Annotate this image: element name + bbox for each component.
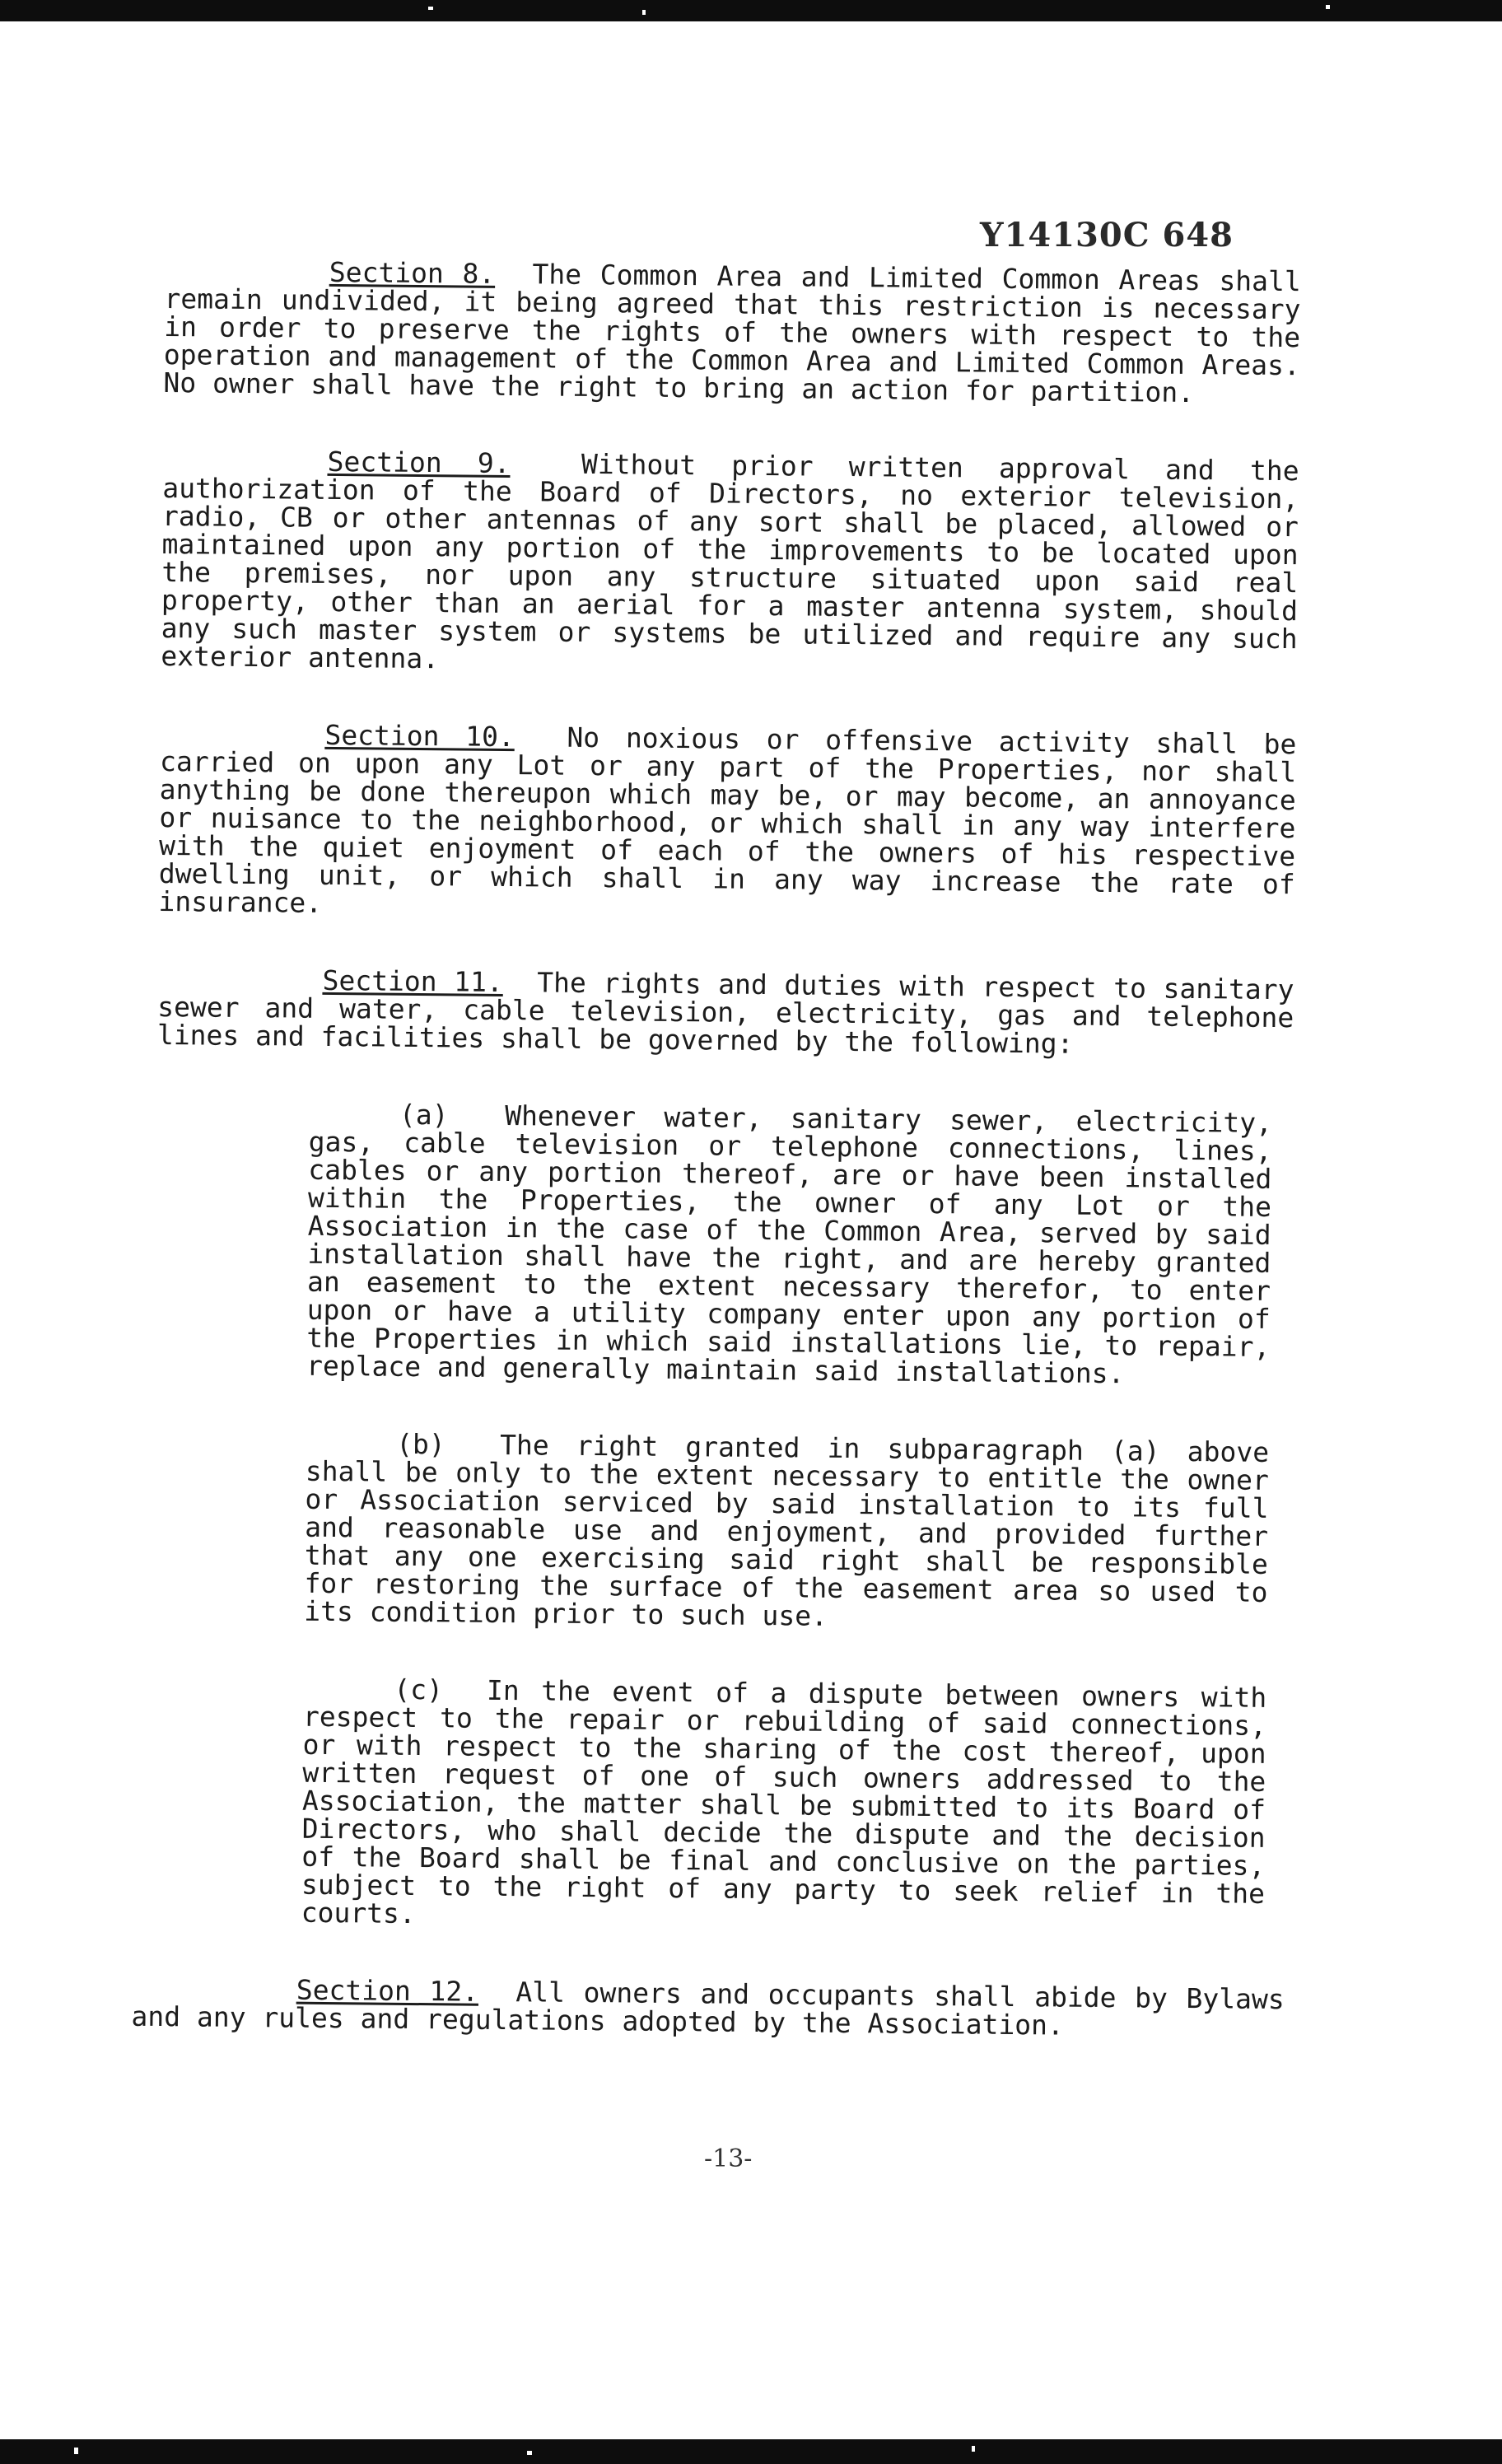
- section-11-text: The rights and duties with respect to sanitary sewer and water, cable television, electricity, gas and telephone lines and facilities shall be governed by the following:: [156, 966, 1294, 1060]
- section-12-text: All owners and occupants shall abide by Bylaws and any rules and regulations adopted by the Association.: [131, 1976, 1285, 2042]
- scan-edge-top: [0, 0, 1502, 21]
- subparagraph-b-label: (b): [395, 1427, 445, 1461]
- section-12-paragraph: [131, 1975, 1285, 2042]
- section-9-text: Without prior written approval and the authorization of the Board of Directors, no exterior television, radio, CB or other antennas of any sort shall be placed, allowed or maintained upon any portion of the improvements to be located upon the premises, nor upon any structure situated upon said real property, other than an aerial for a master antenna system, should any such master system or systems be utilized and require any such exterior antenna.: [161, 447, 1299, 675]
- subparagraph-c: [301, 1675, 1267, 1936]
- subparagraph-b-text: The right granted in subparagraph (a) above shall be only to the extent necessary to entitle the owner or Association serviced by said installation to its full and reasonable use and enjoyment, and provided further that any one exercising said right shall be responsible for restoring the surface of the easement area so used to its condition prior to such use.: [304, 1428, 1270, 1632]
- section-11-title: Section 11.: [322, 964, 504, 998]
- subparagraph-b: [304, 1427, 1270, 1635]
- section-9-paragraph: [161, 446, 1299, 681]
- section-10-title: Section 10.: [324, 718, 515, 754]
- section-12-title: Section 12.: [296, 1973, 479, 2008]
- document-body: [131, 255, 1301, 2091]
- subparagraph-c-label: (c): [394, 1673, 444, 1706]
- section-10-paragraph: [158, 720, 1296, 926]
- scan-edge-bottom: [0, 2439, 1502, 2464]
- scan-speck: [74, 2448, 78, 2454]
- page-reference-number: Y14130C 648: [980, 216, 1234, 254]
- scan-speck: [642, 10, 646, 15]
- section-11-paragraph: [157, 965, 1294, 1060]
- page-number: -13-: [704, 2144, 753, 2173]
- scan-speck: [1326, 5, 1330, 9]
- subparagraph-a: [306, 1100, 1272, 1389]
- section-8-text: The Common Area and Limited Common Areas shall remain undivided, it being agreed that this restriction is necessary in order to preserve the rights of the owners with respect to the operation and management of the Common Area and Limited Common Areas. No owner shall have the right to bring an action for partition.: [163, 258, 1301, 409]
- subparagraph-a-text: Whenever water, sanitary sewer, electricity, gas, cable television or telephone connections, lines, cables or any portion thereof, are or have been installed within the Properties, the owner of any Lot or the Association in the case of the Common Area, served by said installation shall have the right, and are hereby granted an easement to the extent necessary therefor, to enter upon or have a utility company enter upon any portion of the Properties in which said installations lie, to repair, replace and generally maintain said installations.: [306, 1099, 1273, 1390]
- scan-speck: [972, 2446, 975, 2452]
- section-10-text: No noxious or offensive activity shall be carried on upon any Lot or any part of the Properties, nor shall anything be done thereupon which may be, or may become, an annoyance or nuisance to the neighborhood, or which shall in any way interfere with the quiet enjoyment of each of the owners of his respective dwelling unit, or which shall in any way increase the rate of insurance.: [158, 721, 1297, 919]
- scan-speck: [428, 7, 433, 10]
- subparagraph-c-text: In the event of a dispute between owners with respect to the repair or rebuilding of said connections, or with respect to the sharing of the cost thereof, upon written request of one of such owners addressed to the Association, the matter shall be submitted to its Board of Directors, who shall decide the dispute and the decision of the Board shall be final and conclusive on the parties, subject to the right of any party to seek relief in the courts.: [301, 1673, 1267, 1930]
- section-9-title: Section 9.: [327, 445, 511, 480]
- section-8-paragraph: [163, 257, 1301, 408]
- section-8-title: Section 8.: [329, 255, 496, 290]
- subparagraph-a-label: (a): [399, 1098, 449, 1132]
- scan-speck: [527, 2451, 532, 2455]
